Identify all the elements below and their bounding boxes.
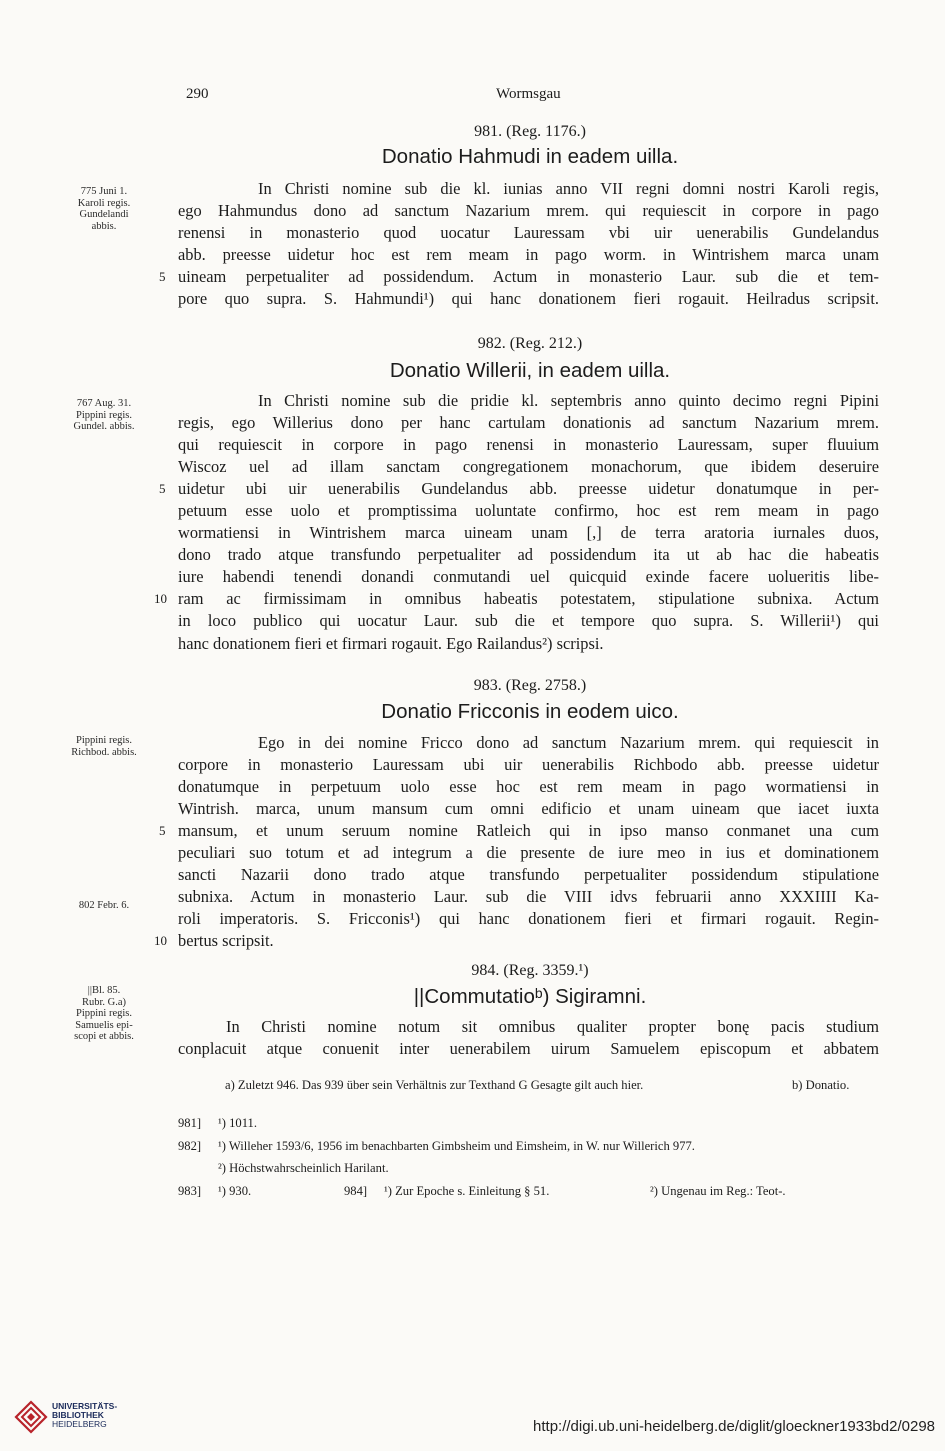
footnote-a: a) Zuletzt 946. Das 939 über sein Verhältnis zur Texthand G Gesagte gilt auch hier. — [225, 1078, 644, 1092]
charter-982-text: In Christi nomine sub die pridie kl. septembris anno quinto decimo regni Pipini regis, ego Willerius dono per hanc cartulam donationis ad sanctum Nazarium mrem. qui requiescit in corpore in pago renensi in monasterio Lauressam, super fluuium Wiscoz uel ad illam sanctam congregationem monachorum, que ibidem deseruire 5 uidetur ubi uir uenerabilis Gundelandus abb. preesse uidetur donatumque in per- petuum esse uolo et promptissima uoluntate confirmo, hoc est rem meam in pago wormatiensi in Wintrishem marca uineam unam [,] de terra aratoria iurnales duos, dono trado atque transfundo perpetualiter ad possidendum ita ut ab hac die habeatis iure habendi tenendi donandi conmutandi uel quicquid exinde facere uolueritis libe- 10 ram ac firmissimam in omnibus habeatis potestatem, stipulatione subnixa. Actum in loco publico qui uocatur Laur. sub die et tempore quo supra. S. Willerii¹) qui hanc donationem fieri et firmari rogauit. Ego Railandus²) scripsi. — [154, 391, 879, 653]
line-number: 5 — [159, 269, 166, 285]
line-number: 10 — [154, 591, 167, 607]
page-number: 290 — [186, 86, 209, 102]
charter-983-margin-note: Pippini regis. Richbod. abbis. — [71, 735, 137, 758]
running-title: Wormsgau — [496, 86, 561, 102]
charter-981-text: In Christi nomine sub die kl. iunias anno VII regni domni nostri Karoli regis, ego Hahmundus dono ad sanctum Nazarium mrem. qui requiescit in corpore in pago renensi in monasterio quod uocatur Lauressam vbi uir uenerabilis Gundelandus abb. preesse uidetur hoc est rem meam in pago worm. in Wintrishem marca unam 5 uineam perpetualiter ad possidendum. Actum in monasterio Laur. sub die et tem- pore quo supra. S. Hahmundi¹) qui hanc donationem fieri rogauit. Heilradus scripsit. — [159, 179, 879, 309]
line-number: 5 — [159, 823, 166, 839]
footnote-984-text: ¹) Zur Epoche s. Einleitung § 51. — [384, 1184, 550, 1198]
footnote-984-label: 984] — [344, 1184, 368, 1198]
library-logo[interactable] — [14, 1400, 48, 1434]
charter-983-title: Donatio Fricconis in eodem uico. — [381, 700, 679, 723]
source-url-link[interactable]: http://digi.ub.uni-heidelberg.de/diglit/gloeckner1933bd2/0298 — [533, 1418, 935, 1435]
charter-983-heading: 983. (Reg. 2758.) — [473, 677, 587, 694]
line-number: 5 — [159, 481, 166, 497]
footnote-b: b) Donatio. — [792, 1078, 850, 1092]
line-number: 10 — [154, 933, 167, 949]
library-logo-icon — [14, 1400, 48, 1434]
charter-981-title: Donatio Hahmudi in eadem uilla. — [381, 145, 679, 168]
charter-982-heading: 982. (Reg. 212.) — [477, 335, 583, 352]
charter-984-text: In Christi nomine notum sit omnibus qualiter propter bonę pacis studium conplacuit atque conuenit inter uenerabilem uirum Samuelem episcopum et abbatem — [178, 1017, 879, 1059]
footnote-981-text: ¹) 1011. — [218, 1116, 257, 1130]
charter-983-date-note: 802 Febr. 6. — [78, 900, 130, 911]
charter-984-title: ||Commutatioᵇ) Sigiramni. — [413, 985, 647, 1008]
footnote-983-text: ¹) 930. — [218, 1184, 252, 1198]
footnote-983-label: 983] — [178, 1184, 202, 1198]
charter-983-text: Ego in dei nomine Fricco dono ad sanctum Nazarium mrem. qui requiescit in corpore in monasterio Lauressam ubi uir uenerabilis Richbodo abb. preesse uidetur donatumque in perpetuum uolo esse hoc est rem meam in pago wormatiensi in Wintrish. marca, unum mansum cum omni edificio et unam uineam que iacet iuxta 5 mansum, et unum seruum nomine Ratleich qui in ipso manso conmanet una cum peculiari suo totum et ad integrum a die presente de iure meo in ius et dominationem sancti Nazarii dono trado atque transfundo perpetualiter possidendum stipulatione subnixa. Actum in monasterio Laur. sub die VIII idvs februarii anno XXXIIII Ka- roli imperatoris. S. Fricconis¹) qui hanc donationem fieri et firmari rogauit. Regin- 10 bertus scripsit. — [178, 732, 879, 952]
footnote-984-text-2: ²) Ungenau im Reg.: Teot-. — [650, 1184, 786, 1198]
charter-981-margin-note: 775 Juni 1. Karoli regis. Gundelandi abbis. — [77, 186, 131, 232]
charter-982-title: Donatio Willerii, in eadem uilla. — [389, 359, 671, 382]
charter-982-margin-note: 767 Aug. 31. Pippini regis. Gundel. abbis. — [73, 398, 135, 432]
library-name: UNIVERSITÄTS- BIBLIOTHEK HEIDELBERG — [52, 1401, 118, 1429]
footnote-981-label: 981] — [178, 1116, 202, 1130]
footnote-982-text-1: ¹) Willeher 1593/6, 1956 im benachbarten Gimbsheim und Eimsheim, in W. nur Willerich 977. — [218, 1139, 695, 1153]
footnote-982-label: 982] — [178, 1139, 202, 1153]
charter-984-margin-note: ||Bl. 85. Rubr. G.a) Pippini regis. Samuelis epi- scopi et abbis. — [74, 985, 134, 1042]
footnote-982-text-2: ²) Höchstwahrscheinlich Harilant. — [218, 1161, 389, 1175]
charter-981-heading: 981. (Reg. 1176.) — [474, 123, 586, 140]
charter-984-heading: 984. (Reg. 3359.¹) — [471, 962, 589, 979]
